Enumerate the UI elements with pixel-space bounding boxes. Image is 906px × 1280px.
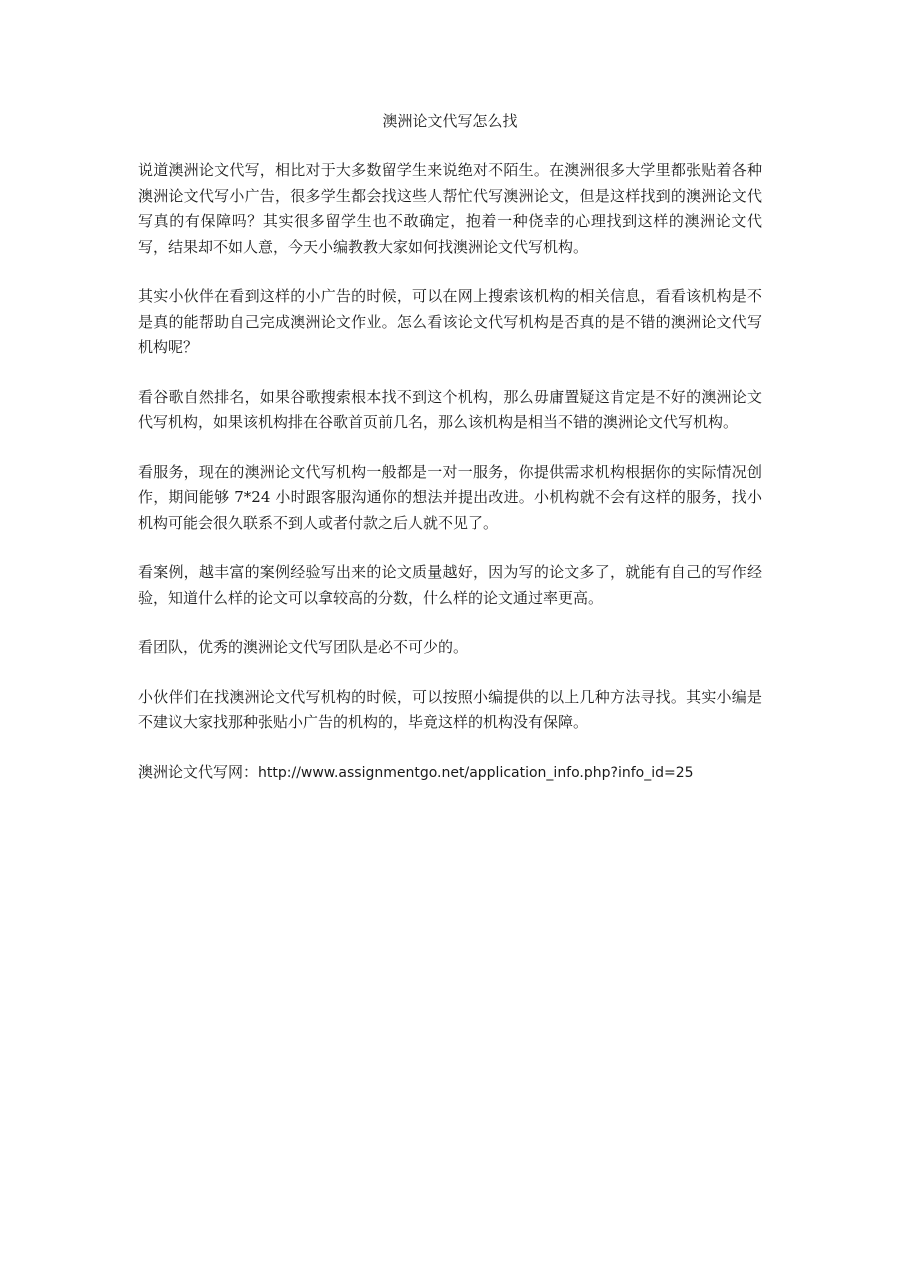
paragraph-conclusion: 小伙伴们在找澳洲论文代写机构的时候，可以按照小编提供的以上几种方法寻找。其实小编是不建议大家找那种张贴小广告的机构的，毕竟这样的机构没有保障。 [138, 687, 762, 731]
document-page [138, 108, 762, 786]
source-link-line [138, 760, 762, 787]
paragraph-cases: 看案例，越丰富的案例经验写出来的论文质量越好，因为写的论文多了，就能有自己的写作经验，知道什么样的论文可以拿较高的分数，什么样的论文通过率更高。 [138, 563, 762, 607]
paragraph-google-ranking: 看谷歌自然排名，如果谷歌搜索根本找不到这个机构，那么毋庸置疑这肯定是不好的澳洲论文代写机构，如果该机构排在谷歌首页前几名，那么该机构是相当不错的澳洲论文代写机构。 [138, 387, 762, 431]
source-link-label: 澳洲论文代写网： [138, 762, 259, 781]
paragraph-intro: 说道澳洲论文代写，相比对于大多数留学生来说绝对不陌生。在澳洲很多大学里都张贴着各种澳洲论文代写小广告，很多学生都会找这些人帮忙代写澳洲论文，但是这样找到的澳洲论文代写真的有保障吗？其实很多留学生也不敢确定，抱着一种侥幸的心理找到这样的澳洲论文代写，结果却不如人意，今天小编教教大家如何找澳洲论文代写机构。 [138, 161, 762, 256]
paragraph-service: 看服务，现在的澳洲论文代写机构一般都是一对一服务，你提供需求机构根据你的实际情况创作，期间能够 7*24 小时跟客服沟通你的想法并提出改进。小机构就不会有这样的服务，找小机构可能会很久联系不到人或者付款之后人就不见了。 [138, 462, 762, 532]
document-title: 澳洲论文代写怎么找 [382, 112, 518, 130]
paragraph-search-info: 其实小伙伴在看到这样的小广告的时候，可以在网上搜索该机构的相关信息，看看该机构是不是真的能帮助自己完成澳洲论文作业。怎么看该论文代写机构是否真的是不错的澳洲论文代写机构呢？ [138, 287, 762, 356]
source-url-link[interactable]: http://www.assignmentgo.net/application_info.php?info_id=25 [258, 764, 694, 781]
paragraph-team: 看团队，优秀的澳洲论文代写团队是必不可少的。 [138, 638, 469, 656]
